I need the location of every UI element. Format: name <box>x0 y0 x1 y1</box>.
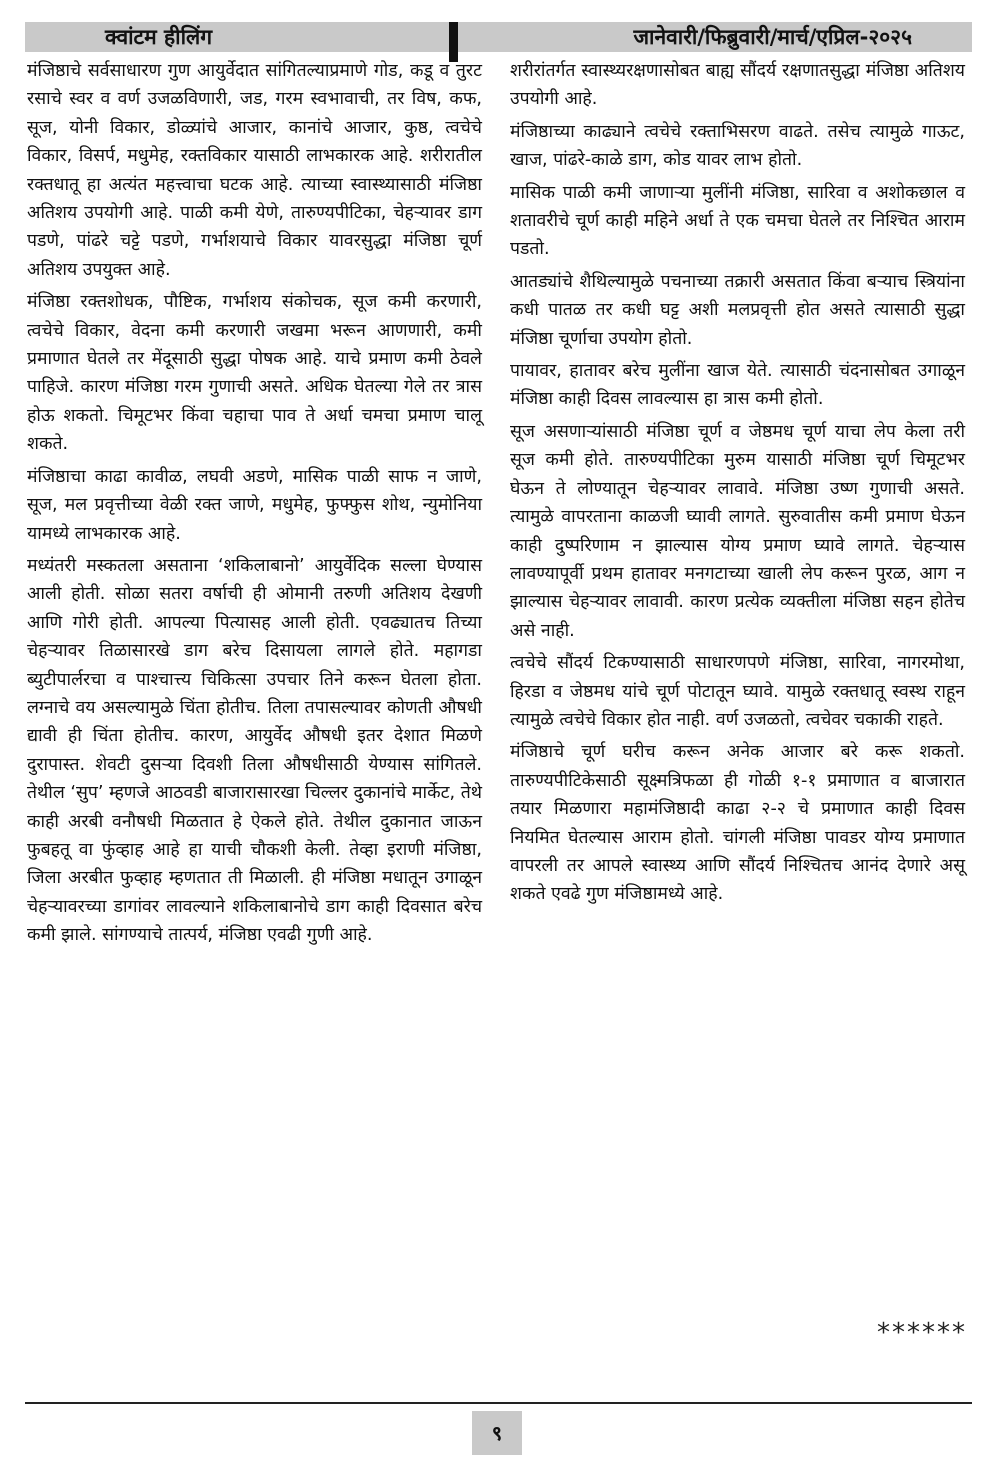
header-divider <box>449 22 458 62</box>
paragraph: शरीरांतर्गत स्वास्थ्यरक्षणासोबत बाह्य सौंदर्य रक्षणातसुद्धा मंजिष्ठा अतिशय उपयोगी आहे. <box>510 61 965 110</box>
magazine-title: क्वांटम हीलिंग <box>105 25 213 49</box>
issue-date: जानेवारी/फिब्रुवारी/मार्च/एप्रिल-२०२५ <box>633 25 912 49</box>
left-column <box>27 57 482 954</box>
paragraph: मासिक पाळी कमी जाणाऱ्या मुलींनी मंजिष्ठा, सारिवा व अशोकछाल व शतावरीचे चूर्ण काही महिने अर्धा ते एक चमचा घेतले तर निश्चित आराम पडतो. <box>510 182 965 260</box>
paragraph: सूज असणाऱ्यांसाठी मंजिष्ठा चूर्ण व जेष्ठमध चूर्ण याचा लेप केला तरी सूज कमी होते. तारुण्यपीटिका मुरुम यासाठी मंजिष्ठा चूर्ण चिमूटभर घेऊन ते लोण्यातून चेहऱ्यावर लावावे. मंजिष्ठा उष्ण गुणाची असते. त्यामुळे वापरताना काळजी घ्यावी लागते. सुरुवातीस कमी प्रमाण घेऊन काही दुष्परिणाम न झाल्यास योग्य प्रमाण घ्यावे लागते. चेहऱ्यास लावण्यापूर्वी प्रथम हातावर मनगटाच्या खाली लेप करून पुरळ, आग न झाल्यास चेहऱ्यावर लावावी. कारण प्रत्येक व्यक्तीला मंजिष्ठा सहन होतेच असे नाही. <box>510 421 965 641</box>
footer-rule <box>25 1402 972 1404</box>
paragraph: मंजिष्ठाचे सर्वसाधारण गुण आयुर्वेदात सांगितल्याप्रमाणे गोड, कडू व तुरट रसाचे स्वर व वर्ण उजळविणारी, जड, गरम स्वभावाची, तर विष, कफ, सूज, योनी विकार, डोळ्यांचे आजार, कानांचे आजार, कुष्ठ, त्वचेचे विकार, विसर्प, मधुमेह, रक्तविकार यासाठी लाभकारक आहे. शरीरातील रक्तधातू हा अत्यंत महत्त्वाचा घटक आहे. त्याच्या स्वास्थ्यासाठी मंजिष्ठा अतिशय उपयोगी आहे. पाळी कमी येणे, तारुण्यपीटिका, चेहऱ्यावर डाग पडणे, पांढरे चट्टे पडणे, गर्भाशयाचे विकार यावरसुद्धा मंजिष्ठा चूर्ण अतिशय उपयुक्त आहे. <box>27 61 482 280</box>
paragraph: मध्यंतरी मस्कतला असताना ‘शकिलाबानो’ आयुर्वेदिक सल्ला घेण्यास आली होती. सोळा सतरा वर्षाची ही ओमानी तरुणी अतिशय देखणी आणि गोरी होती. आपल्या पित्यासह आली होती. एवढ्यातच तिच्या चेहऱ्यावर तिळासारखे डाग बरेच दिसायला लागले होते. महागडा ब्युटीपार्लरचा व पाश्चात्त्य चिकित्सा उपचार तिने करून घेतला होता. लग्नाचे वय असल्यामुळे चिंता होतीच. तिला तपासल्यावर कोणती औषधी द्यावी ही चिंता होतीच. कारण, आयुर्वेद औषधी इतर देशात मिळणे दुरापास्त. शेवटी दुसऱ्या दिवशी तिला औषधीसाठी येण्यास सांगितले. तेथील ‘सुप’ म्हणजे आठवडी बाजारासारखा चिल्लर दुकानांचे मार्केट, तेथे काही अरबी वनौषधी मिळतात हे ऐकले होते. तेथील दुकानात जाऊन फुबहतू वा फुंव्हाह आहे हा याची चौकशी केली. तेव्हा इराणी मंजिष्ठा, जिला अरबीत फुव्हाह म्हणतात ती मिळाली. ही मंजिष्ठा मधातून उगाळून चेहऱ्यावरच्या डागांवर लावल्याने शकिलाबानोचे डाग काही दिवसात बरेच कमी झाले. सांगण्याचे तात्पर्य, मंजिष्ठा एवढी गुणी आहे. <box>27 555 482 946</box>
right-column <box>510 57 965 913</box>
end-of-article-mark: ****** <box>877 1318 967 1348</box>
paragraph: मंजिष्ठा रक्तशोधक, पौष्टिक, गर्भाशय संकोचक, सूज कमी करणारी, त्वचेचे विकार, वेदना कमी करणारी जखमा भरून आणणारी, कमी प्रमाणात घेतले तर मेंदूसाठी सुद्धा पोषक आहे. याचे प्रमाण कमी ठेवले पाहिजे. कारण मंजिष्ठा गरम गुणाची असते. अधिक घेतल्या गेले तर त्रास होऊ शकतो. चिमूटभर किंवा चहाचा पाव ते अर्धा चमचा प्रमाण चालू शकते. <box>27 292 482 455</box>
page-number: ९ <box>472 1411 522 1455</box>
page-header <box>25 22 972 52</box>
paragraph: मंजिष्ठाचा काढा कावीळ, लघवी अडणे, मासिक पाळी साफ न जाणे, सूज, मल प्रवृत्तीच्या वेळी रक्त जाणे, मधुमेह, फुफ्फुस शोथ, न्युमोनिया यामध्ये लाभकारक आहे. <box>27 466 482 544</box>
paragraph: त्वचेचे सौंदर्य टिकण्यासाठी साधारणपणे मंजिष्ठा, सारिवा, नागरमोथा, हिरडा व जेष्ठमध यांचे चूर्ण पोटातून घ्यावे. यामुळे रक्तधातू स्वस्थ राहून त्यामुळे त्वचेचे विकार होत नाही. वर्ण उजळतो, त्वचेवर चकाकी राहते. <box>510 653 965 730</box>
paragraph: मंजिष्ठाच्या काढ्याने त्वचेचे रक्ताभिसरण वाढते. तसेच त्यामुळे गाऊट, खाज, पांढरे-काळे डाग, कोड यावर लाभ होतो. <box>510 121 965 171</box>
paragraph: पायावर, हातावर बरेच मुलींना खाज येते. त्यासाठी चंदनासोबत उगाळून मंजिष्ठा काही दिवस लावल्यास हा त्रास कमी होतो. <box>510 361 965 410</box>
paragraph: आतड्यांचे शैथिल्यामुळे पचनाच्या तक्रारी असतात किंवा बऱ्याच स्त्रियांना कधी पातळ तर कधी घट्ट अशी मलप्रवृत्ती होत असते त्यासाठी सुद्धा मंजिष्ठा चूर्णाचा उपयोग होतो. <box>510 271 965 349</box>
paragraph: मंजिष्ठाचे चूर्ण घरीच करून अनेक आजार बरे करू शकतो. तारुण्यपीटिकेसाठी सूक्ष्मत्रिफळा ही गोळी १-१ प्रमाणात व बाजारात तयार मिळणारा महामंजिष्ठादी काढा २-२ चे प्रमाणात काही दिवस नियमित घेतल्यास आराम होतो. चांगली मंजिष्ठा पावडर योग्य प्रमाणात वापरली तर आपले स्वास्थ्य आणि सौंदर्य निश्चितच आनंद देणारे असू शकते एवढे गुण मंजिष्ठामध्ये आहे. <box>510 742 965 905</box>
